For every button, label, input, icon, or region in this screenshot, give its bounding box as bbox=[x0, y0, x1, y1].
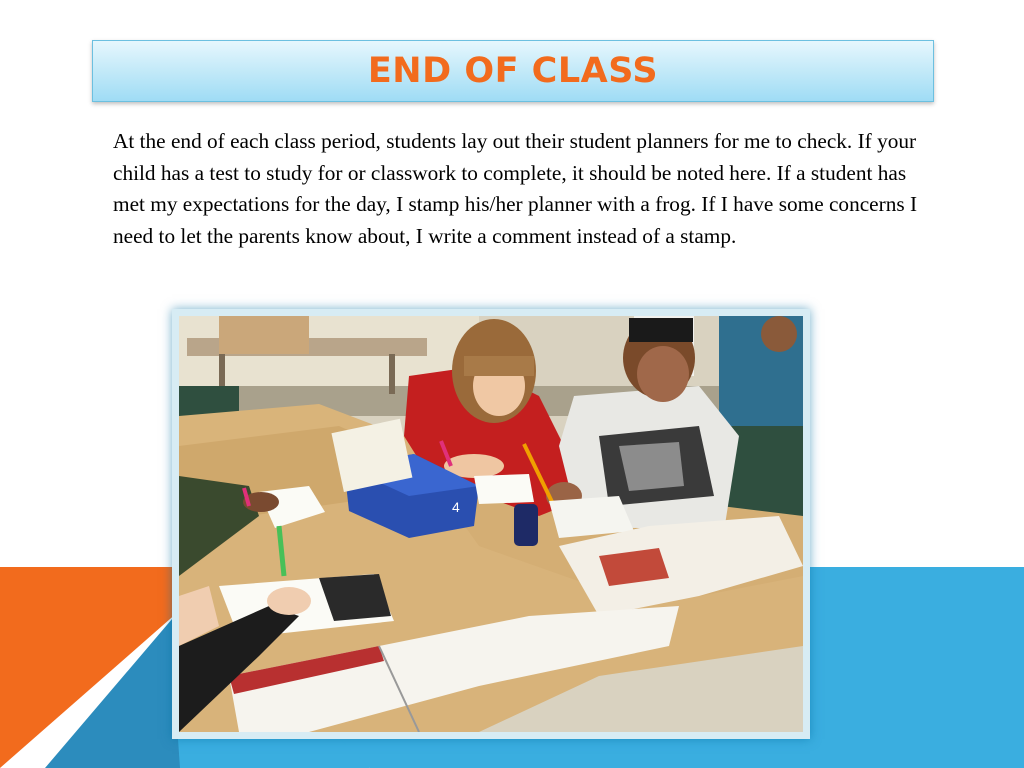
title-banner bbox=[92, 40, 934, 102]
slide-title: END OF CLASS bbox=[367, 51, 659, 91]
bin-number-label: 4 bbox=[452, 499, 460, 515]
slide-body-text: At the end of each class period, students lay out their student planners for me to check. If your child has a test to study for or classwork to complete, it should be noted here. If a student has met my expectations for the day, I stamp his/her planner with a frog. If I have some concerns I need to let the parents know about, I write a comment instead of a stamp. bbox=[113, 129, 918, 248]
classroom-photo bbox=[179, 316, 803, 732]
blue-bottom-band bbox=[178, 739, 370, 768]
